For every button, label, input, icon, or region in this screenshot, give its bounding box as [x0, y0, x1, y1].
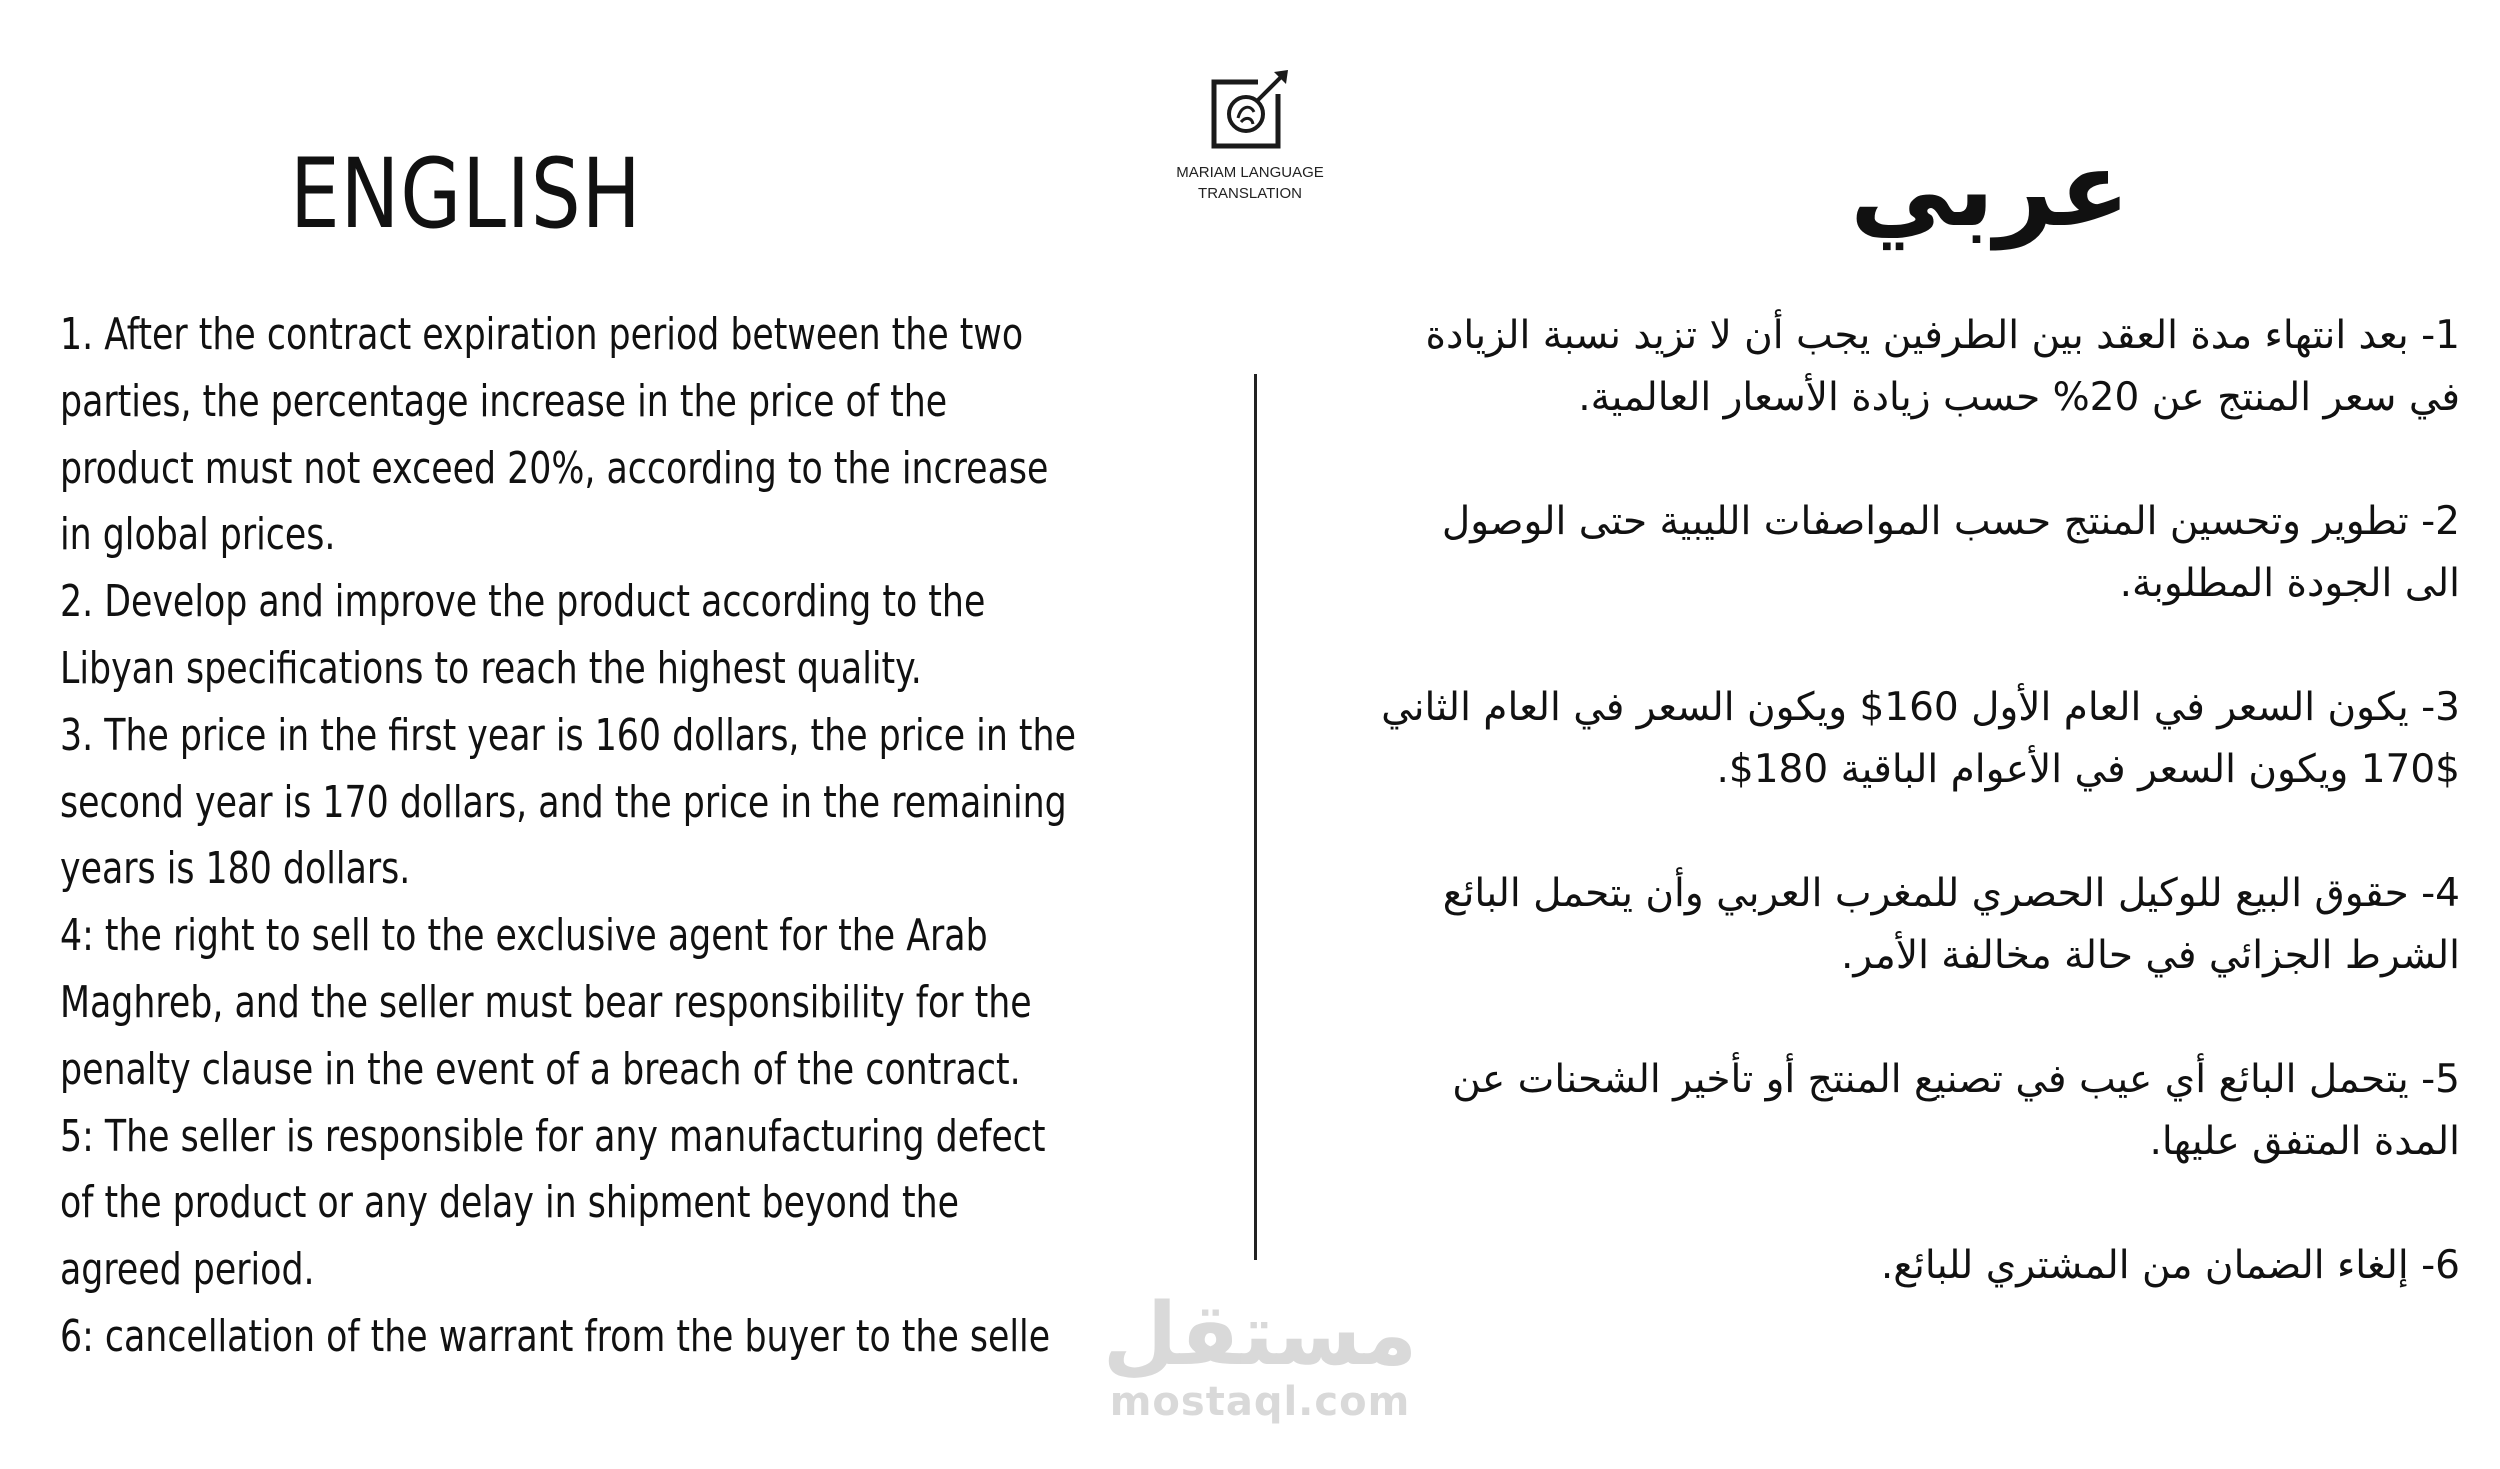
english-line: in global prices. [60, 509, 336, 561]
english-column [60, 302, 1076, 1371]
watermark-latin: mostaql.com [1109, 1379, 1411, 1425]
arabic-heading: عربي [1849, 128, 2130, 250]
arabic-line: الى الجودة المطلوبة. [2119, 561, 2460, 606]
english-line: 4: the right to sell to the exclusive agent for the Arab [60, 910, 988, 962]
arabic-line: 4- حقوق البيع للوكيل الحصري للمغرب العربي وأن يتحمل البائع [1442, 871, 2460, 916]
logo-mark-icon [1208, 68, 1292, 152]
english-line: product must not exceed 20%, according to the increase [60, 442, 1049, 494]
english-line: 1. After the contract expiration period between the two [60, 309, 1024, 360]
arabic-clause-3 [1320, 677, 2460, 801]
logo-line-1: MARIAM LANGUAGE [1176, 164, 1324, 181]
watermark-arabic: مستقل [1102, 1285, 1418, 1385]
english-heading: ENGLISH [290, 138, 642, 250]
english-line: years is 180 dollars. [60, 843, 411, 895]
arabic-line: 170$ ويكون السعر في الأعوام الباقية 180$. [1716, 747, 2460, 792]
arabic-clause-2 [1320, 491, 2460, 615]
logo [1160, 68, 1340, 208]
english-line: Maghreb, and the seller must bear responsibility for the [60, 976, 1032, 1028]
english-line: Libyan specifications to reach the highest quality. [60, 642, 922, 694]
watermark [1100, 1285, 1420, 1425]
english-line: 5: The seller is responsible for any manufacturing defect [60, 1110, 1046, 1162]
english-line: second year is 170 dollars, and the price in the remaining [60, 776, 1067, 828]
logo-line-2: TRANSLATION [1198, 185, 1302, 202]
logo-text [1160, 162, 1340, 204]
arabic-line: 6- إلغاء الضمان من المشتري للبائع. [1880, 1243, 2460, 1288]
arabic-line: 1- بعد انتهاء مدة العقد بين الطرفين يجب أن لا تزيد نسبة الزيادة [1425, 313, 2460, 358]
english-line: 3. The price in the first year is 160 dollars, the price in the [60, 709, 1076, 761]
english-line: 6: cancellation of the warrant from the buyer to the selle [60, 1310, 1051, 1362]
english-line: 2. Develop and improve the product according to the [60, 576, 986, 628]
english-line: parties, the percentage increase in the price of the [60, 375, 948, 427]
arabic-line: المدة المتفق عليها. [2149, 1119, 2460, 1164]
arabic-clause-6 [1320, 1235, 2460, 1297]
arabic-line: الشرط الجزائي في حالة مخالفة الأمر. [1841, 933, 2460, 978]
arabic-line: 3- يكون السعر في العام الأول 160$ ويكون السعر في العام الثاني [1381, 685, 2460, 730]
arabic-clause-4 [1320, 863, 2460, 987]
arabic-clause-5 [1320, 1049, 2460, 1173]
english-line: of the product or any delay in shipment beyond the [60, 1177, 960, 1229]
arabic-line: 5- يتحمل البائع أي عيب في تصنيع المنتج أو تأخير الشحنات عن [1452, 1057, 2460, 1102]
column-divider [1254, 374, 1257, 1260]
english-line: agreed period. [60, 1244, 315, 1296]
arabic-clause-1 [1320, 305, 2460, 429]
arabic-column [1320, 305, 2460, 1359]
english-line: penalty clause in the event of a breach of the contract. [60, 1043, 1021, 1095]
arabic-line: في سعر المنتج عن 20% حسب زيادة الأسعار العالمية. [1578, 375, 2460, 420]
arabic-line: 2- تطوير وتحسين المنتج حسب المواصفات الليبية حتى الوصول [1441, 499, 2460, 544]
